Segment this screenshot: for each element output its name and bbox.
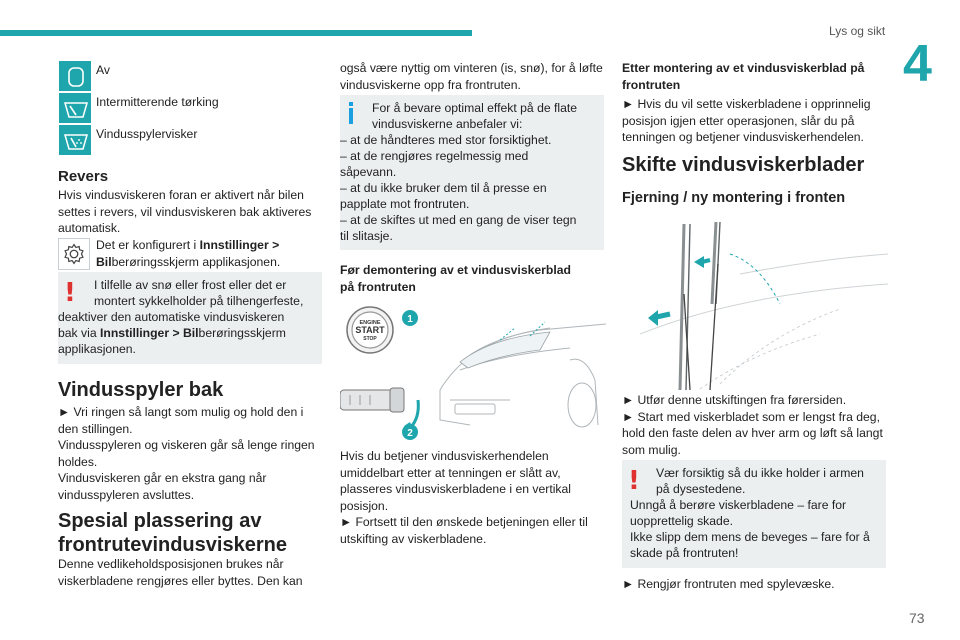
before-removal-text [340, 448, 606, 548]
reverse-warning-line1: I tilfelle av snø eller frost eller det er [94, 278, 287, 292]
settings-gear-icon [58, 238, 90, 270]
icon-label-off: Av [96, 63, 111, 77]
replace-line4: som mulig. [622, 442, 681, 457]
before-title-line1: Før demontering av et vindusviskerblad [340, 263, 571, 277]
special-line1: Denne vedlikeholdsposisjonen brukes når [58, 557, 284, 571]
reverse-warning-box [58, 272, 322, 364]
rear-washer-title: Vindusspyler bak [58, 379, 224, 401]
before-removal-title [340, 262, 606, 295]
special-title-line1: Spesial plassering av [58, 510, 262, 532]
info-icon [346, 101, 356, 130]
header-accent-bar [0, 30, 472, 36]
replace-warn-line6: skade på frontruten! [630, 546, 739, 560]
before-line5: ► Fortsett til den ønskede betjeningen eller til [340, 515, 588, 530]
special-position-title [58, 509, 287, 557]
warning-line4-bold: Innstillinger > Bil [100, 326, 199, 340]
replace-warn-line5: Ikke slipp dem mens de beveges – fare for å [630, 530, 870, 544]
reverse-warning-line3: deaktiver den automatiske vindusviskeren [58, 310, 285, 324]
rear-washer-line3: Vindusspyleren og viskeren går så lenge ringen [58, 438, 315, 453]
icon-label-washer: Vindusspylervisker [96, 127, 198, 141]
replace-title: Skifte vindusviskerblader [622, 154, 865, 176]
before-line3: plasseres vindusviskerbladene i en vertikal [340, 482, 572, 497]
after-mounting-text [622, 96, 888, 146]
icon-row-washer [58, 124, 326, 156]
config-prefix: Det er konfigurert i [96, 238, 200, 252]
section-title: Lys og sikt [829, 24, 886, 38]
rear-washer-line5: Vindusviskeren går en ekstra gang når [58, 471, 267, 486]
before-line6: utskifting av viskerbladene. [340, 531, 487, 546]
after-line2: posisjon igjen etter operasjonen, slår du på [622, 113, 855, 128]
after-title-line2: frontruten [622, 77, 681, 92]
tip-line2: vindusviskerne anbefaler vi: [372, 117, 523, 131]
engine-label-2: START [355, 325, 385, 335]
special-line2: viskerbladene rengjøres eller byttes. Den kan [58, 573, 303, 588]
config-bold-path: Innstillinger > [199, 238, 280, 252]
tip-line3: – at de håndteres med stor forsiktighet. [340, 133, 552, 147]
engine-label-1: ENGINE [359, 320, 381, 326]
tip-line7: papplate mot frontruten. [340, 197, 470, 211]
replace-line2: ► Start med viskerbladet som er lengst fra deg, [622, 409, 880, 424]
warning-line4-suffix: berøringsskjerm [198, 326, 286, 340]
after-line1: ► Hvis du vil sette viskerbladene i opprinnelig [622, 97, 871, 111]
after-title-line1: Etter montering av et vindusviskerblad på [622, 61, 865, 75]
wiper-blade-illustration [640, 214, 888, 390]
special-title-line2: frontrutevindusviskerne [58, 534, 287, 556]
replace-text [622, 392, 888, 458]
after-mounting-title [622, 60, 888, 93]
before-title-line2: på frontruten [340, 279, 416, 294]
warning-line4-prefix: bak via [58, 326, 101, 340]
special-cont-line1: også være nyttig om vinteren (is, snø), for å løfte [340, 61, 603, 75]
replace-line3: hold den faste delen av hver arm og løft så langt [622, 426, 883, 441]
reverse-text: Hvis vindusviskeren foran er aktivert når bilen settes i revers, vil vindusviskeren bak aktiveres automatisk. [58, 188, 312, 236]
replace-line1: ► Utfør denne utskiftingen fra førersiden. [622, 393, 847, 407]
icon-row-off [58, 60, 326, 92]
windscreen-washer-icon [58, 124, 92, 156]
callout-1: 1 [407, 314, 413, 325]
rear-washer-line4: holdes. [58, 454, 98, 469]
icon-label-intermittent: Intermitterende tørking [96, 95, 219, 109]
wiper-off-icon [58, 60, 92, 92]
replace-warn-line2: på dysestedene. [656, 482, 746, 496]
special-position-continued [340, 60, 606, 93]
replace-subtitle: Fjerning / ny montering i fronten [622, 190, 846, 206]
before-line1: Hvis du betjener vindusviskerhendelen [340, 449, 549, 463]
config-suffix: berøringsskjerm applikasjonen. [111, 254, 281, 269]
reverse-warning-line4 [58, 325, 322, 342]
special-cont-line2: vindusviskerne opp fra frontruten. [340, 77, 521, 92]
tip-line4: – at de rengjøres regelmessig med [340, 149, 529, 163]
engine-label-3: STOP [363, 336, 377, 342]
special-position-text [58, 556, 326, 589]
reverse-warning-line5: applikasjonen. [58, 342, 136, 356]
page-number: 73 [909, 610, 925, 626]
config-text [96, 237, 326, 270]
before-line4: posisjon. [340, 498, 389, 513]
reverse-warning-line2: montert sykkelholder på tilhengerfeste, [94, 294, 304, 308]
replace-warning-box [622, 460, 886, 568]
after-line3: tenningen og betjener vindusviskerhendelen. [622, 130, 864, 145]
warning-icon: ! [628, 466, 640, 496]
car-wiper-illustration [340, 300, 606, 440]
tip-line5: såpevann. [340, 165, 397, 179]
tip-line1: For å bevare optimal effekt på de flate [372, 101, 578, 115]
icon-row-intermittent [58, 92, 326, 124]
rear-washer-line1: ► Vri ringen så langt som mulig og hold den i [58, 405, 304, 419]
replace-final-line: ► Rengjør frontruten med spylevæske. [622, 577, 835, 591]
wiper-intermittent-icon [58, 92, 92, 124]
tip-line8: – at de skiftes ut med en gang de viser tegn [340, 213, 577, 227]
rear-washer-line6: vindusspyleren avsluttes. [58, 487, 195, 502]
config-bold-bil: Bil [96, 254, 112, 269]
callout-2: 2 [407, 428, 413, 439]
reverse-title: Revers [58, 168, 109, 185]
rear-washer-text [58, 404, 326, 504]
before-line2: umiddelbart etter at tenningen er slått av, [340, 465, 561, 480]
rear-washer-line2: den stillingen. [58, 421, 133, 436]
chapter-number: 4 [903, 35, 932, 93]
replace-warn-line3: Unngå å berøre viskerbladene – fare for [630, 498, 847, 512]
tip-line9: til slitasje. [340, 229, 393, 243]
replace-warn-line4: uopprettelig skade. [630, 514, 733, 528]
tip-box [340, 95, 604, 250]
replace-warn-line1: Vær forsiktig så du ikke holder i armen [656, 466, 864, 480]
warning-icon: ! [64, 278, 76, 308]
tip-line6: – at du ikke bruker dem til å presse en [340, 181, 547, 195]
